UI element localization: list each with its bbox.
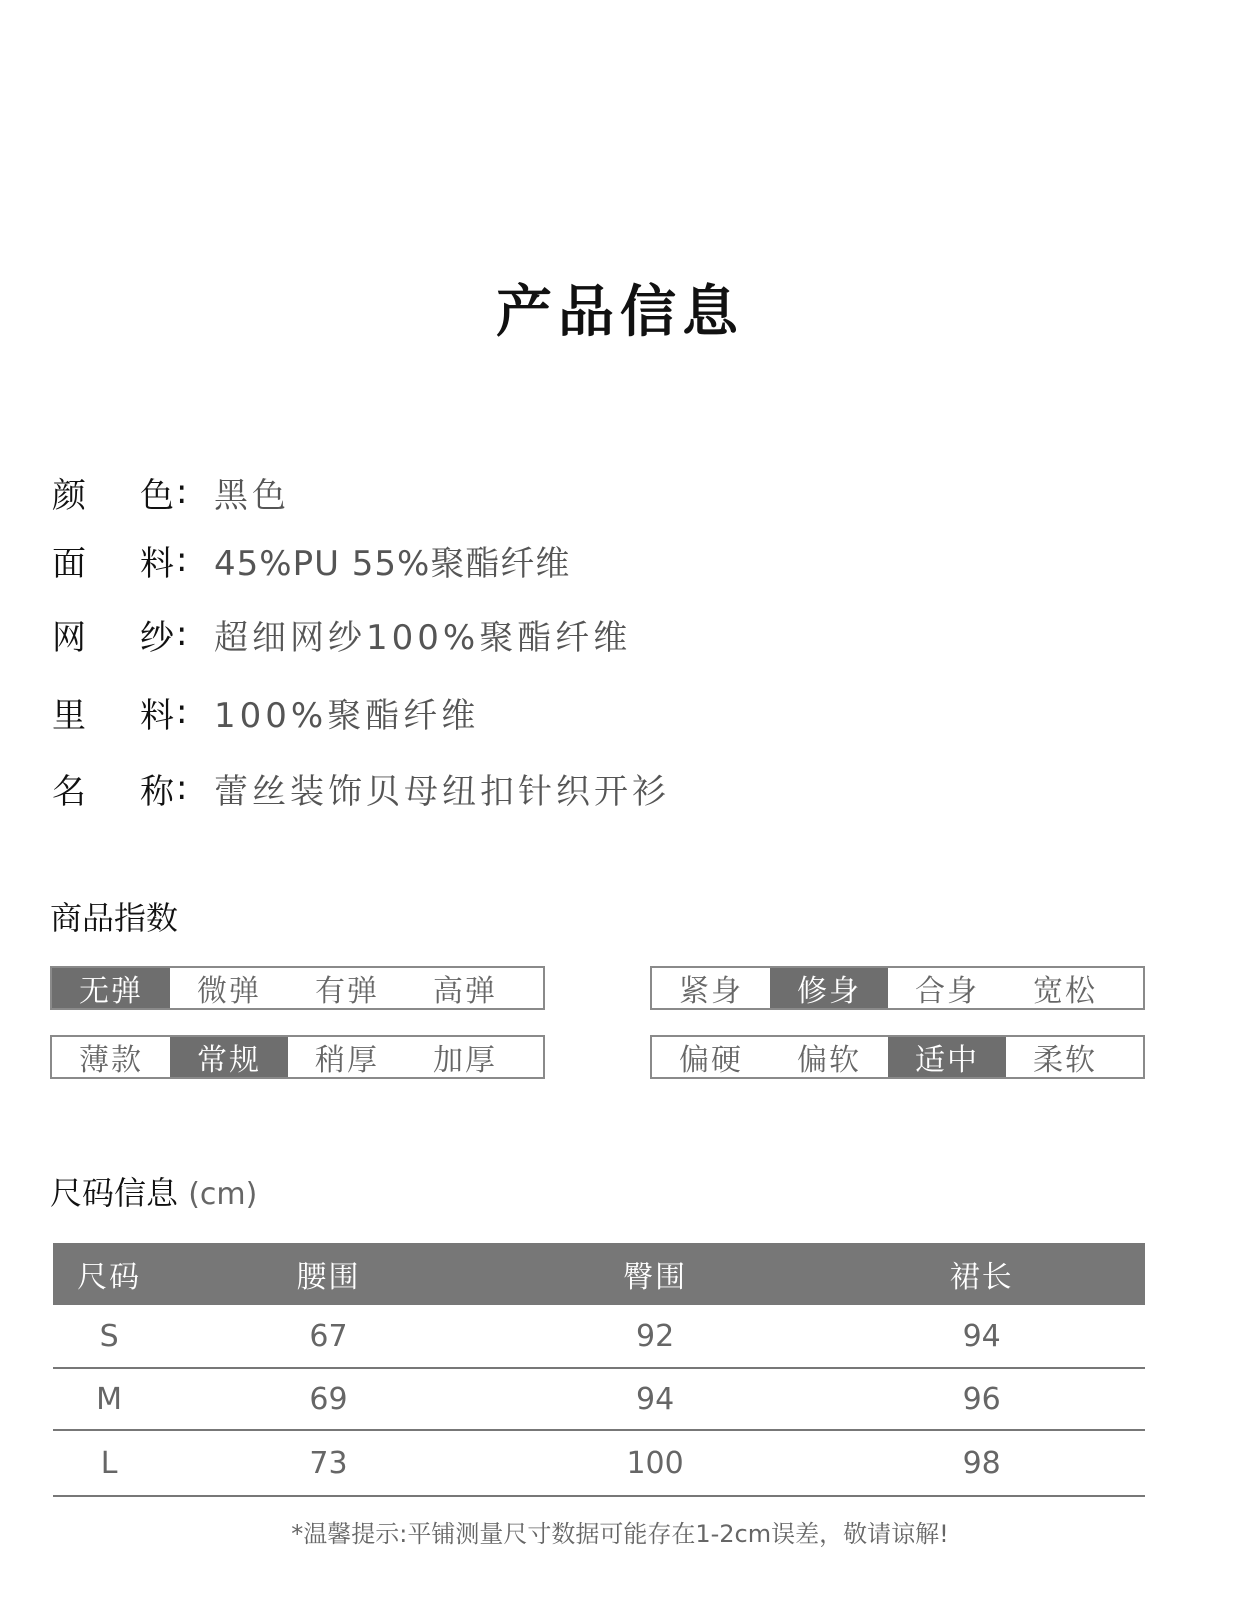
scale-option: 稍厚 — [315, 1043, 379, 1078]
info-row-fabric — [52, 540, 670, 584]
info-row-lining — [52, 692, 670, 736]
header-hip: 臀围 — [492, 1243, 819, 1305]
scale-option: 合身 — [915, 974, 979, 1009]
table-header-row — [53, 1243, 1145, 1305]
table-cell: 67 — [165, 1305, 492, 1368]
measurement-note: *温馨提示:平铺测量尺寸数据可能存在1-2cm误差，敬请谅解! — [291, 1520, 949, 1548]
scale-option: 适中 — [888, 1037, 1006, 1077]
info-key: 里 — [52, 695, 90, 736]
index-section-title: 商品指数 — [50, 899, 179, 937]
info-value: 蕾丝装饰贝母纽扣针织开衫 — [214, 771, 670, 812]
header-size: 尺码 — [53, 1243, 165, 1305]
table-cell: 73 — [165, 1430, 492, 1496]
info-colon: : — [176, 692, 192, 732]
info-colon: : — [176, 768, 192, 808]
scale-option: 偏软 — [797, 1043, 861, 1078]
table-cell: 98 — [818, 1430, 1145, 1496]
info-key: 称 — [140, 771, 178, 812]
scale-option: 无弹 — [52, 968, 170, 1008]
scale-option: 修身 — [770, 968, 888, 1008]
scale-option: 高弹 — [433, 974, 497, 1009]
info-key: 颜 — [52, 475, 90, 516]
table-row — [53, 1305, 1145, 1368]
page-title: 产品信息 — [496, 280, 744, 345]
info-colon: : — [176, 614, 192, 654]
info-key: 色 — [140, 475, 178, 516]
info-key: 料 — [140, 543, 178, 584]
table-row — [53, 1430, 1145, 1496]
table-cell: S — [53, 1305, 165, 1368]
table-row — [53, 1368, 1145, 1430]
size-unit: (cm) — [188, 1177, 258, 1212]
scale-option: 柔软 — [1033, 1043, 1097, 1078]
scale-option: 薄款 — [79, 1043, 143, 1078]
info-key: 网 — [52, 617, 90, 658]
size-section-title — [50, 1168, 257, 1214]
scale-option: 加厚 — [433, 1043, 497, 1078]
info-key: 料 — [140, 695, 178, 736]
info-colon: : — [176, 472, 192, 512]
thickness-scale — [50, 1035, 545, 1079]
info-colon: : — [176, 540, 192, 580]
info-key: 名 — [52, 771, 90, 812]
scale-option: 宽松 — [1033, 974, 1097, 1009]
header-length: 裙长 — [818, 1243, 1145, 1305]
table-cell: 92 — [492, 1305, 819, 1368]
info-value: 超细网纱100%聚酯纤维 — [214, 617, 632, 658]
softness-scale — [650, 1035, 1145, 1079]
info-key: 面 — [52, 543, 90, 584]
table-cell: 94 — [492, 1368, 819, 1430]
info-row-mesh — [52, 614, 670, 658]
header-waist: 腰围 — [165, 1243, 492, 1305]
scale-option: 微弹 — [197, 974, 261, 1009]
table-cell: M — [53, 1368, 165, 1430]
info-value: 45%PU 55%聚酯纤维 — [214, 543, 571, 584]
product-info-list — [52, 472, 670, 812]
table-cell: 69 — [165, 1368, 492, 1430]
info-row-color — [52, 472, 670, 516]
table-cell: 94 — [818, 1305, 1145, 1368]
info-row-name — [52, 768, 670, 812]
table-cell: L — [53, 1430, 165, 1496]
scale-option: 常规 — [170, 1037, 288, 1077]
elasticity-scale — [50, 966, 545, 1010]
size-table — [53, 1243, 1145, 1497]
info-value: 黑色 — [214, 475, 290, 516]
fit-scale — [650, 966, 1145, 1010]
table-cell: 96 — [818, 1368, 1145, 1430]
size-title-text: 尺码信息 — [50, 1174, 179, 1212]
table-cell: 100 — [492, 1430, 819, 1496]
info-key: 纱 — [140, 617, 178, 658]
info-value: 100%聚酯纤维 — [214, 695, 480, 736]
scale-option: 紧身 — [679, 974, 743, 1009]
scale-option: 偏硬 — [679, 1043, 743, 1078]
scale-option: 有弹 — [315, 974, 379, 1009]
